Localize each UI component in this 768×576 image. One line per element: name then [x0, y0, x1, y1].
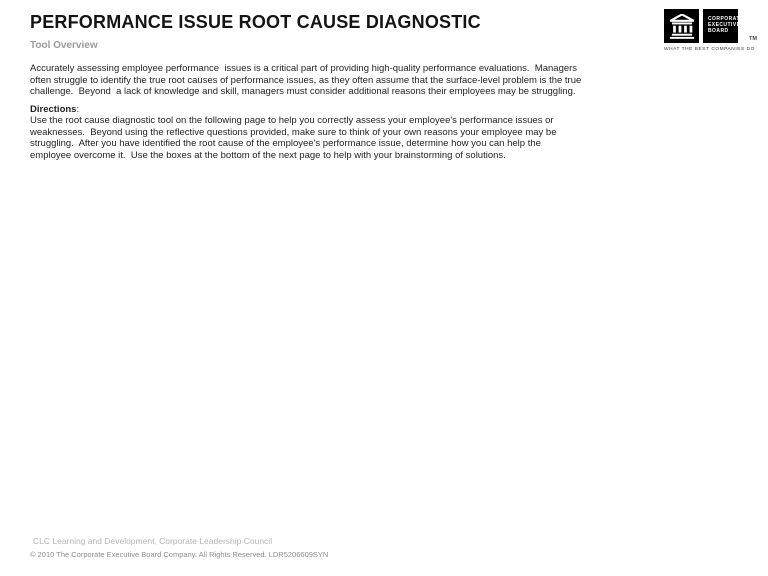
directions-section [30, 104, 582, 162]
trademark-symbol: TM [749, 36, 757, 42]
corporate-executive-board-logo [664, 9, 757, 52]
logo-wordmark [703, 9, 744, 43]
document-body [30, 63, 582, 161]
footer-copyright-line: © 2010 The Corporate Executive Board Company. All Rights Reserved. LDR5206609SYN [30, 550, 329, 559]
directions-colon: : [76, 103, 80, 115]
logo-tagline: WHAT THE BEST COMPANIES DO [664, 47, 755, 52]
bank-building-icon [664, 9, 699, 43]
directions-heading [30, 104, 582, 116]
directions-label: Directions [30, 103, 77, 115]
logo-squares [664, 9, 744, 43]
bank-building-icon-svg [669, 14, 695, 39]
directions-paragraph: Use the root cause diagnostic tool on the following page to help you correctly assess your employee's performance issues or weaknesses. Beyond using the reflective questions provided, make sure to think of your own reasons your employee may be struggling. After you have identified the root cause of the employee's performance issue, determine how you can help the employee overcome it. Use the boxes at the bottom of the next page to help with your brainstorming of solutions. [30, 115, 560, 161]
page-footer [30, 536, 328, 560]
page-title: PERFORMANCE ISSUE ROOT CAUSE DIAGNOSTIC [30, 12, 481, 32]
logo-wordmark-line: BOARD [708, 28, 729, 35]
logo-wordmark-line: EXECUTIVE [708, 22, 741, 29]
footer-org-line: CLC Learning and Development, Corporate Leadership Council [33, 535, 273, 546]
page-subtitle: Tool Overview [30, 40, 98, 51]
logo-wordmark-line: CORPORATE [708, 16, 744, 22]
overview-paragraph: Accurately assessing employee performance issues is a critical part of providing high-quality performance evaluations. Managers often struggle to identify the true root causes of performance issues, as they often assume that the surface-level problem is the true challenge. Beyond a lack of knowledge and skill, managers must consider additional reasons their employees may be struggling. [30, 63, 584, 97]
